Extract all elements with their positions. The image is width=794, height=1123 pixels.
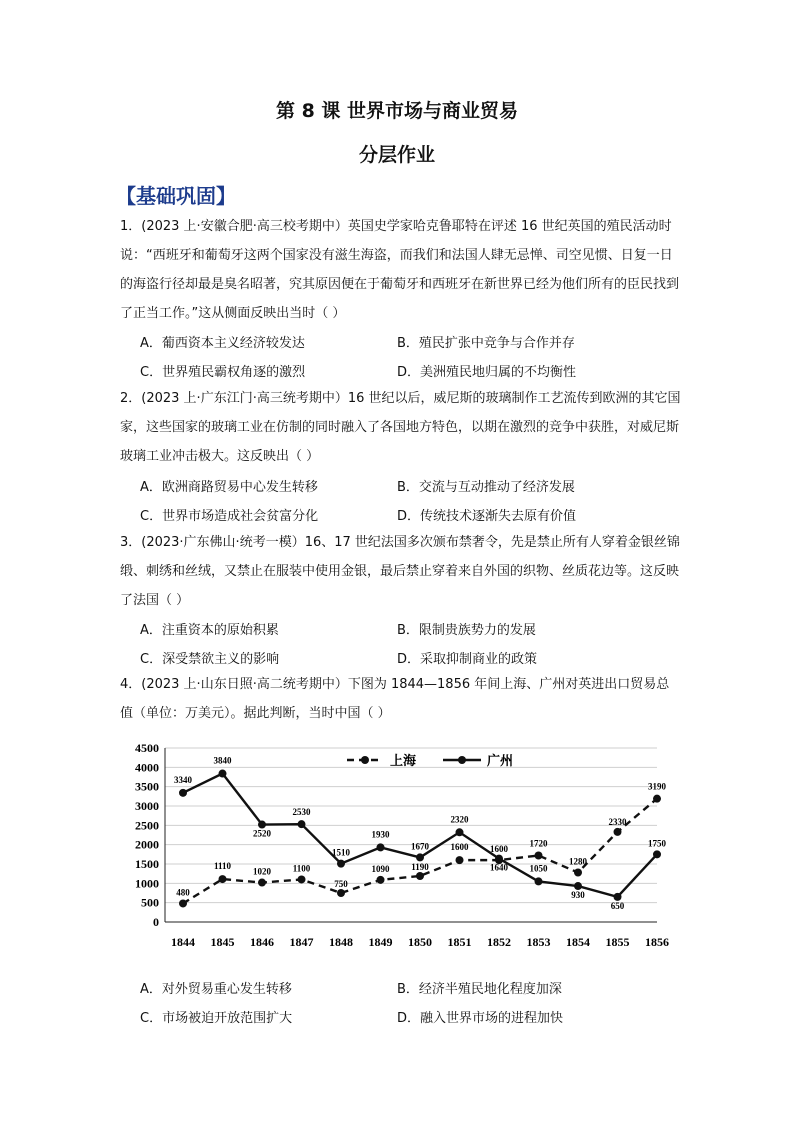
- q1-option-b: B．殖民扩张中竞争与合作并存: [397, 336, 575, 351]
- legend-label: 广州: [487, 754, 514, 769]
- data-point: [456, 856, 464, 864]
- data-point: [337, 889, 345, 897]
- data-point: [535, 851, 543, 859]
- data-point: [653, 795, 661, 803]
- y-tick-label: 3000: [135, 799, 159, 813]
- data-point: [416, 853, 424, 861]
- data-label: 1750: [648, 838, 666, 849]
- lesson-title: 第 8 课 世界市场与商业贸易: [275, 100, 519, 122]
- data-label: 1280: [569, 856, 587, 867]
- y-tick-label: 3500: [135, 779, 159, 794]
- data-label: 2530: [292, 807, 311, 818]
- data-label: 1190: [411, 861, 429, 872]
- legend-label: 上海: [390, 754, 417, 769]
- y-tick-label: 500: [141, 895, 159, 910]
- data-label: 1640: [490, 862, 508, 873]
- data-label: 1100: [292, 863, 311, 874]
- trade-line-chart: [125, 740, 669, 955]
- question-3-stem: 3．(2023·广东佛山·统考一模）16、17 世纪法国多次颁布禁奢令，先是禁止所有人穿着金银丝锦缎、刺绣和丝绒，又禁止在服装中使用金银，最后禁止穿着来自外国的织物、丝质花边等。这反映了法国（ ）: [120, 535, 680, 608]
- data-label: 1600: [490, 844, 508, 855]
- x-tick-label: 1856: [645, 935, 669, 949]
- x-tick-label: 1844: [171, 935, 195, 949]
- lesson-subtitle: 分层作业: [358, 144, 435, 166]
- data-label: 1930: [371, 829, 390, 840]
- data-label: 1050: [529, 863, 548, 874]
- x-tick-label: 1850: [408, 935, 432, 949]
- data-point: [179, 899, 187, 907]
- data-point: [495, 855, 503, 863]
- data-point: [574, 869, 582, 877]
- q1-option-d: D．美洲殖民地归属的不均衡性: [397, 365, 577, 380]
- x-tick-label: 1847: [289, 935, 314, 949]
- section-heading: 【基础巩固】: [116, 184, 236, 208]
- q4-option-c: C．市场被迫开放范围扩大: [140, 1011, 293, 1026]
- data-label: 1090: [371, 863, 390, 874]
- q1-option-a: A．葡西资本主义经济较发达: [140, 336, 305, 351]
- data-point: [258, 821, 266, 829]
- y-tick-label: 0: [153, 915, 159, 929]
- data-point: [416, 872, 424, 880]
- data-point: [219, 770, 227, 778]
- legend-marker: [361, 756, 369, 764]
- y-tick-label: 4000: [135, 760, 159, 775]
- q3-option-d: D．采取抑制商业的政策: [397, 652, 538, 667]
- data-label: 750: [334, 879, 348, 889]
- data-point: [456, 828, 464, 836]
- q4-option-b: B．经济半殖民地化程度加深: [397, 982, 562, 997]
- data-label: 1600: [450, 842, 469, 853]
- q2-option-d: D．传统技术逐渐失去原有价值: [397, 509, 577, 524]
- data-label: 2520: [253, 828, 271, 839]
- q1-option-c: C．世界殖民霸权角逐的激烈: [140, 365, 306, 380]
- data-point: [574, 882, 582, 890]
- q2-option-c: C．世界市场造成社会贫富分化: [140, 509, 319, 524]
- data-point: [377, 876, 385, 884]
- data-point: [298, 875, 306, 883]
- x-tick-label: 1846: [250, 935, 274, 949]
- data-label: 1510: [332, 847, 350, 858]
- q4-option-a: A．对外贸易重心发生转移: [140, 982, 292, 997]
- data-label: 480: [176, 887, 190, 898]
- data-label: 2330: [608, 816, 627, 827]
- data-label: 3840: [213, 755, 232, 766]
- data-point: [614, 828, 622, 836]
- x-tick-label: 1849: [368, 935, 393, 949]
- data-label: 2320: [450, 814, 469, 825]
- x-tick-label: 1854: [566, 935, 590, 949]
- y-tick-label: 4500: [135, 741, 159, 755]
- y-tick-label: 1000: [135, 876, 159, 891]
- data-point: [614, 893, 622, 901]
- data-point: [258, 879, 266, 887]
- x-tick-label: 1845: [210, 935, 235, 949]
- data-label: 1720: [529, 838, 548, 849]
- data-label: 3340: [174, 774, 192, 785]
- q2-option-a: A．欧洲商路贸易中心发生转移: [140, 480, 318, 495]
- y-tick-label: 2500: [135, 818, 159, 833]
- data-label: 650: [610, 900, 625, 911]
- data-label: 1020: [253, 866, 271, 877]
- x-tick-label: 1852: [487, 935, 511, 949]
- data-point: [535, 877, 543, 885]
- question-2-stem: 2．(2023 上·广东江门·高三统考期中）16 世纪以后，威尼斯的玻璃制作工艺流传到欧洲的其它国家，这些国家的玻璃工业在仿制的同时融入了各国地方特色，以期在激烈的竞争中获胜，对威尼斯玻璃工业冲击极大。这反映出（ ）: [120, 391, 681, 464]
- data-point: [219, 875, 227, 883]
- x-tick-label: 1851: [447, 935, 472, 949]
- q2-option-b: B．交流与互动推动了经济发展: [397, 480, 575, 495]
- q3-option-c: C．深受禁欲主义的影响: [140, 652, 280, 667]
- legend-marker: [458, 756, 466, 764]
- data-label: 1670: [411, 841, 429, 852]
- data-point: [179, 789, 187, 797]
- data-point: [653, 850, 661, 858]
- data-point: [337, 860, 345, 868]
- data-label: 1110: [213, 861, 232, 872]
- y-tick-label: 1500: [135, 857, 159, 871]
- data-point: [377, 843, 385, 851]
- q3-option-b: B．限制贵族势力的发展: [397, 623, 536, 638]
- data-label: 3190: [648, 781, 666, 792]
- q4-option-d: D．融入世界市场的进程加快: [397, 1011, 564, 1026]
- x-tick-label: 1853: [526, 935, 551, 949]
- question-4-stem: 4．(2023 上·山东日照·高二统考期中）下图为 1844—1856 年间上海、广州对英进出口贸易总值（单位：万美元）。据此判断，当时中国（ ）: [120, 677, 670, 721]
- data-label: 930: [571, 890, 585, 901]
- data-point: [298, 820, 306, 828]
- x-tick-label: 1848: [329, 935, 353, 949]
- y-tick-label: 2000: [135, 837, 159, 852]
- q3-option-a: A．注重资本的原始积累: [140, 623, 279, 638]
- x-tick-label: 1855: [605, 935, 630, 949]
- question-1-stem: 1．(2023 上·安徽合肥·高三校考期中）英国史学家哈克鲁耶特在评述 16 世纪英国的殖民活动时说：“西班牙和葡萄牙这两个国家没有滋生海盗，而我们和法国人肆无忌惮、司空见惯、日复一日的海盗行径却最是臭名昭著，究其原因便在于葡萄牙和西班牙在新世界已经为他们所有的臣民找到了正当工作。”这从侧面反映出当时（ ）: [120, 219, 680, 321]
